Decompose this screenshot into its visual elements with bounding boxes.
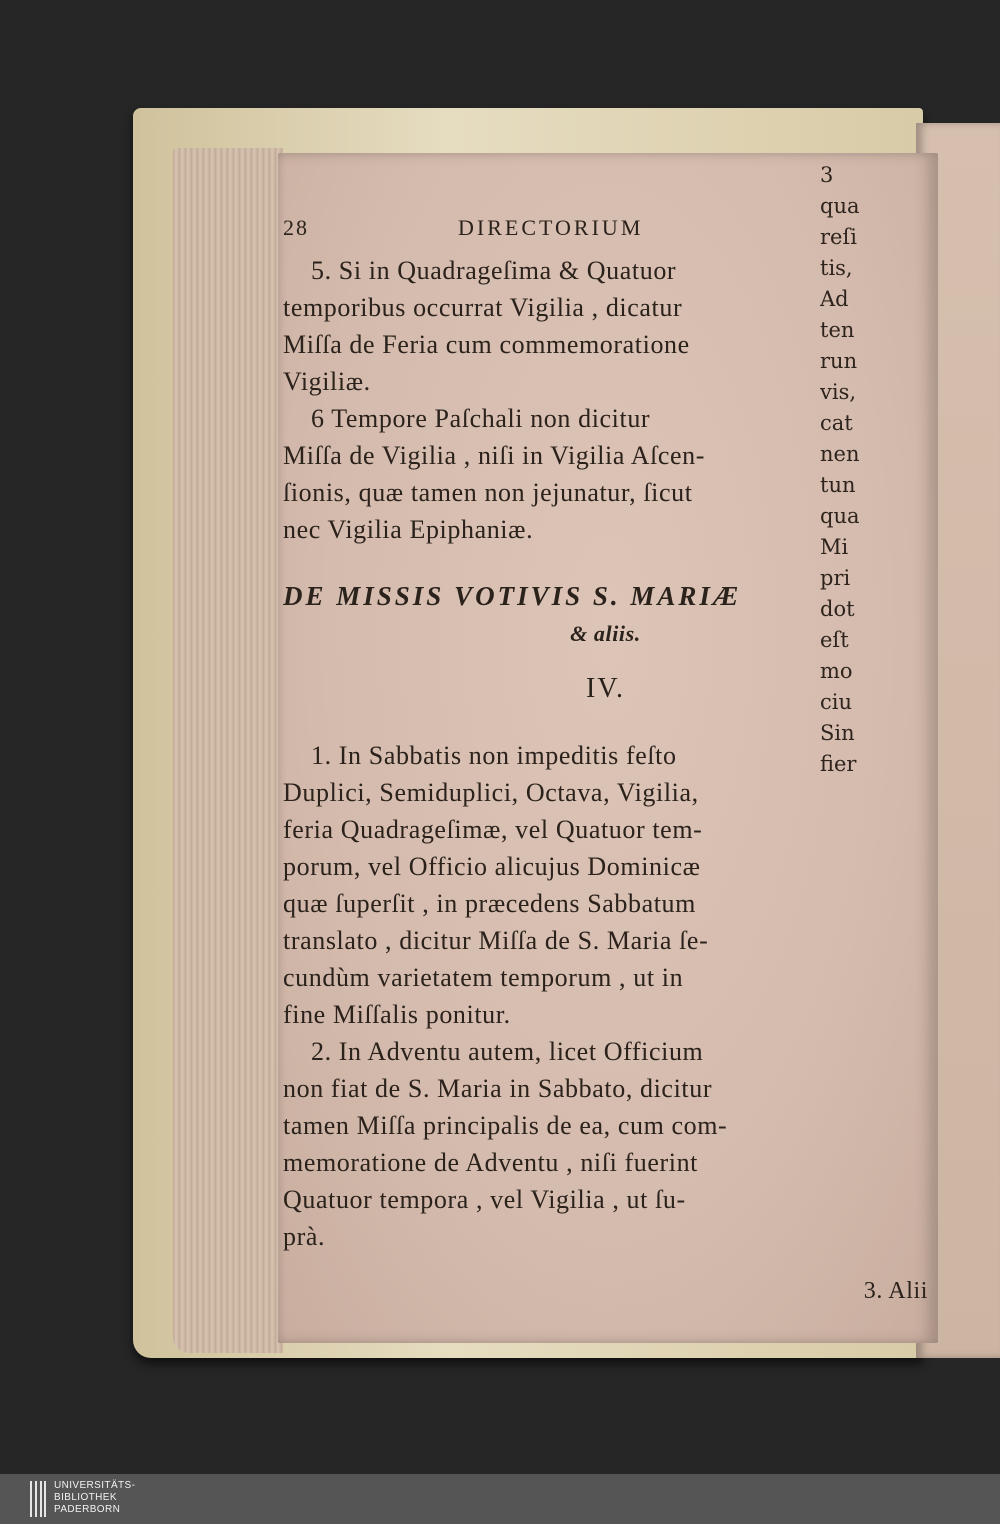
text-line: temporibus occurrat Vigilia , dicatur [283, 293, 683, 322]
facing-page-fragment: qua [820, 504, 860, 528]
library-footer [0, 1474, 1000, 1524]
page-edges [173, 148, 283, 1353]
text-line: Duplici, Semiduplici, Octava, Vigilia, [283, 778, 699, 807]
logo-line: UNIVERSITÄTS- [54, 1480, 136, 1491]
text-line: 5. Si in Quadrageſima & Quatuor [311, 256, 677, 285]
facing-page-fragment: qua [820, 194, 860, 218]
text-line: 1. In Sabbatis non impeditis feſto [311, 741, 677, 770]
page-body [283, 252, 928, 1310]
text-line: feria Quadrageſimæ, vel Quatuor tem- [283, 815, 703, 844]
facing-page-fragment: eſt [820, 628, 849, 652]
facing-page-fragment: ciu [820, 690, 853, 714]
facing-page-fragment: Mi [820, 535, 849, 559]
facing-page-fragment: run [820, 349, 858, 373]
facing-page-fragment: reſi [820, 225, 857, 249]
catchword: 3. Alii [863, 1278, 928, 1304]
text-line: prà. [283, 1222, 326, 1251]
facing-page-fragment: mo [820, 659, 853, 683]
text-line: fine Miſſalis ponitur. [283, 1000, 511, 1029]
text-line: Miſſa de Feria cum commemoratione [283, 330, 690, 359]
section-subtitle: & aliis. [570, 621, 641, 646]
text-line: 6 Tempore Paſchali non dicitur [311, 404, 651, 433]
facing-page-fragment: nen [820, 442, 860, 466]
text-line: quæ ſuperſit , in præcedens Sabbatum [283, 889, 696, 918]
facing-page-fragment: tis, [820, 256, 853, 280]
text-line: translato , dicitur Miſſa de S. Maria ſe- [283, 926, 709, 955]
text-line: Miſſa de Vigilia , niſi in Vigilia Aſcen- [283, 441, 706, 470]
text-line: tamen Miſſa principalis de ea, cum com- [283, 1111, 728, 1140]
text-line: Quatuor tempora , vel Vigilia , ut ſu- [283, 1185, 686, 1214]
facing-page-fragment: pri [820, 566, 851, 590]
text-line: memoratione de Adventu , niſi fuerint [283, 1148, 698, 1177]
facing-page-fragment: Ad [820, 287, 849, 311]
logo-line: PADERBORN [54, 1504, 121, 1515]
section-number: IV. [586, 673, 625, 704]
logo-line: BIBLIOTHEK [54, 1492, 117, 1503]
text-line: cundùm varietatem temporum , ut in [283, 963, 684, 992]
text-line: porum, vel Officio alicujus Dominicæ [283, 852, 701, 881]
facing-page-fragment: tun [820, 473, 856, 497]
facing-page-fragment: ten [820, 318, 855, 342]
text-line: non fiat de S. Maria in Sabbato, dicitur [283, 1074, 713, 1103]
section-title: DE MISSIS VOTIVIS S. MARIÆ [283, 581, 742, 611]
facing-page-fragment: vis, [820, 380, 857, 404]
facing-page-fragment: fier [820, 752, 857, 776]
text-line: ſionis, quæ tamen non jejunatur, ſicut [283, 478, 693, 507]
facing-page-fragment: dot [820, 597, 855, 621]
page-number: 28 [283, 215, 309, 240]
library-logo-icon [30, 1481, 46, 1517]
running-head: DIRECTORIUM [458, 215, 644, 240]
text-line: 2. In Adventu autem, licet Officium [311, 1037, 704, 1066]
facing-page-fragment: cat [820, 411, 853, 435]
facing-page-fragment: Sin [820, 721, 855, 745]
facing-page-fragment: 3 [820, 163, 834, 187]
text-line: Vigiliæ. [283, 367, 371, 396]
text-line: nec Vigilia Epiphaniæ. [283, 515, 534, 544]
library-logo-text [54, 1480, 135, 1516]
